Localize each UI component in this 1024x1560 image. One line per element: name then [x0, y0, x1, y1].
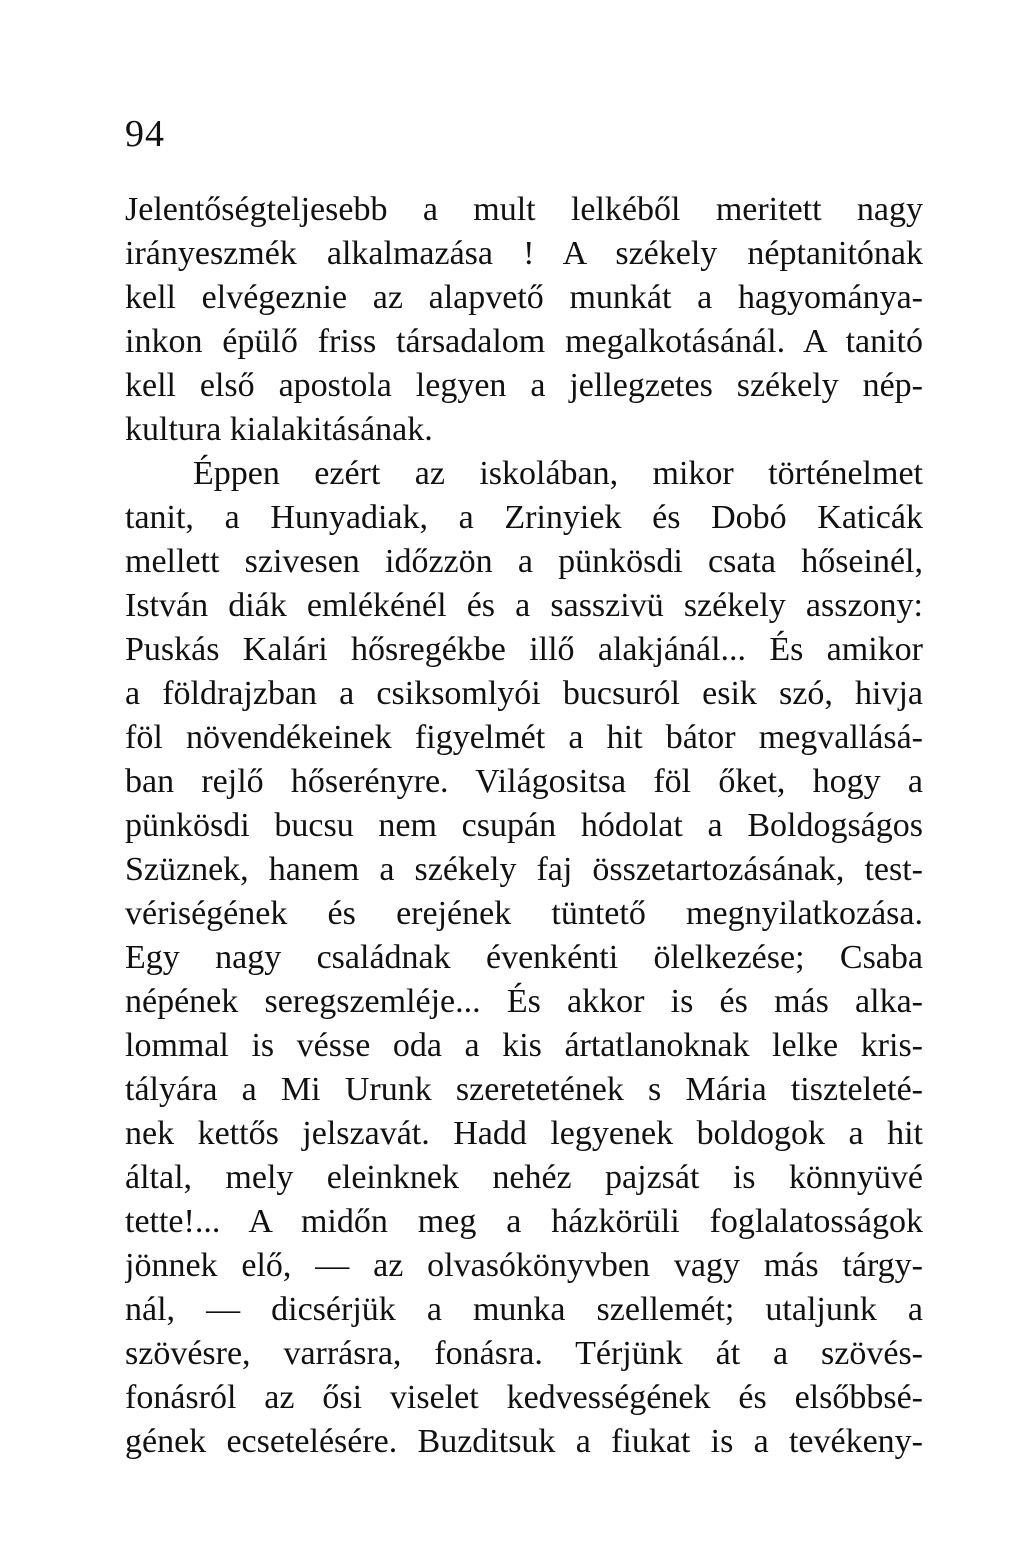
text-line: nál, — dicsérjük a munka szellemét; utaljunk a — [125, 1291, 923, 1328]
text-line: lommal is vésse oda a kis ártatlanoknak lelke kris- — [125, 1027, 923, 1064]
text-line: kultura kialakitásának. — [125, 411, 433, 448]
text-line: nek kettős jelszavát. Hadd legyenek boldogok a hit — [125, 1115, 923, 1152]
text-line: fonásról az ősi viselet kedvességének és elsőbbsé- — [125, 1379, 923, 1416]
text-line: népének seregszemléje... És akkor is és más alka- — [125, 983, 923, 1020]
text-line: inkon épülő friss társadalom megalkotásánál. A tanitó — [125, 323, 923, 360]
text-line: Puskás Kalári hősregékbe illő alakjánál... És amikor — [125, 631, 923, 668]
text-line: szövésre, varrásra, fonásra. Térjünk át a szövés- — [125, 1335, 923, 1372]
text-line: jönnek elő, — az olvasókönyvben vagy más tárgy- — [125, 1247, 923, 1284]
text-line: kell elvégeznie az alapvető munkát a hagyománya- — [125, 279, 923, 316]
text-line: Szüznek, hanem a székely faj összetartozásának, test- — [125, 851, 923, 888]
text-line: Egy nagy családnak évenkénti ölelkezése; Csaba — [125, 939, 923, 976]
page-number: 94 — [125, 113, 165, 155]
text-line: tanit, a Hunyadiak, a Zrinyiek és Dobó Katicák — [125, 499, 923, 536]
text-line: vériségének és erejének tüntető megnyilatkozása. — [125, 895, 923, 932]
text-line: irányeszmék alkalmazása ! A székely néptanitónak — [125, 235, 923, 272]
text-line: mellett szivesen időzzön a pünkösdi csata hőseinél, — [125, 543, 923, 580]
text-line: ban rejlő hőserényre. Világositsa föl őket, hogy a — [125, 763, 923, 800]
text-line: föl növendékeinek figyelmét a hit bátor megvallásá- — [125, 719, 923, 756]
text-line: tette!... A midőn meg a házkörüli foglalatosságok — [125, 1203, 923, 1240]
text-line: tályára a Mi Urunk szeretetének s Mária tiszteleté- — [125, 1071, 923, 1108]
text-line: István diák emlékénél és a sasszivü székely asszony: — [125, 587, 923, 624]
text-line: a földrajzban a csiksomlyói bucsuról esik szó, hivja — [125, 675, 923, 712]
body-text — [125, 188, 923, 1464]
text-line: kell első apostola legyen a jellegzetes székely nép- — [125, 367, 923, 404]
text-line: Jelentőségteljesebb a mult lelkéből meritett nagy — [125, 191, 923, 228]
text-line: gének ecsetelésére. Buzditsuk a fiukat is a tevékeny- — [125, 1423, 923, 1460]
text-line: Éppen ezért az iskolában, mikor történelmet — [193, 455, 923, 492]
text-line: pünkösdi bucsu nem csupán hódolat a Boldogságos — [125, 807, 923, 844]
text-line: által, mely eleinknek nehéz pajzsát is könnyüvé — [125, 1159, 923, 1196]
